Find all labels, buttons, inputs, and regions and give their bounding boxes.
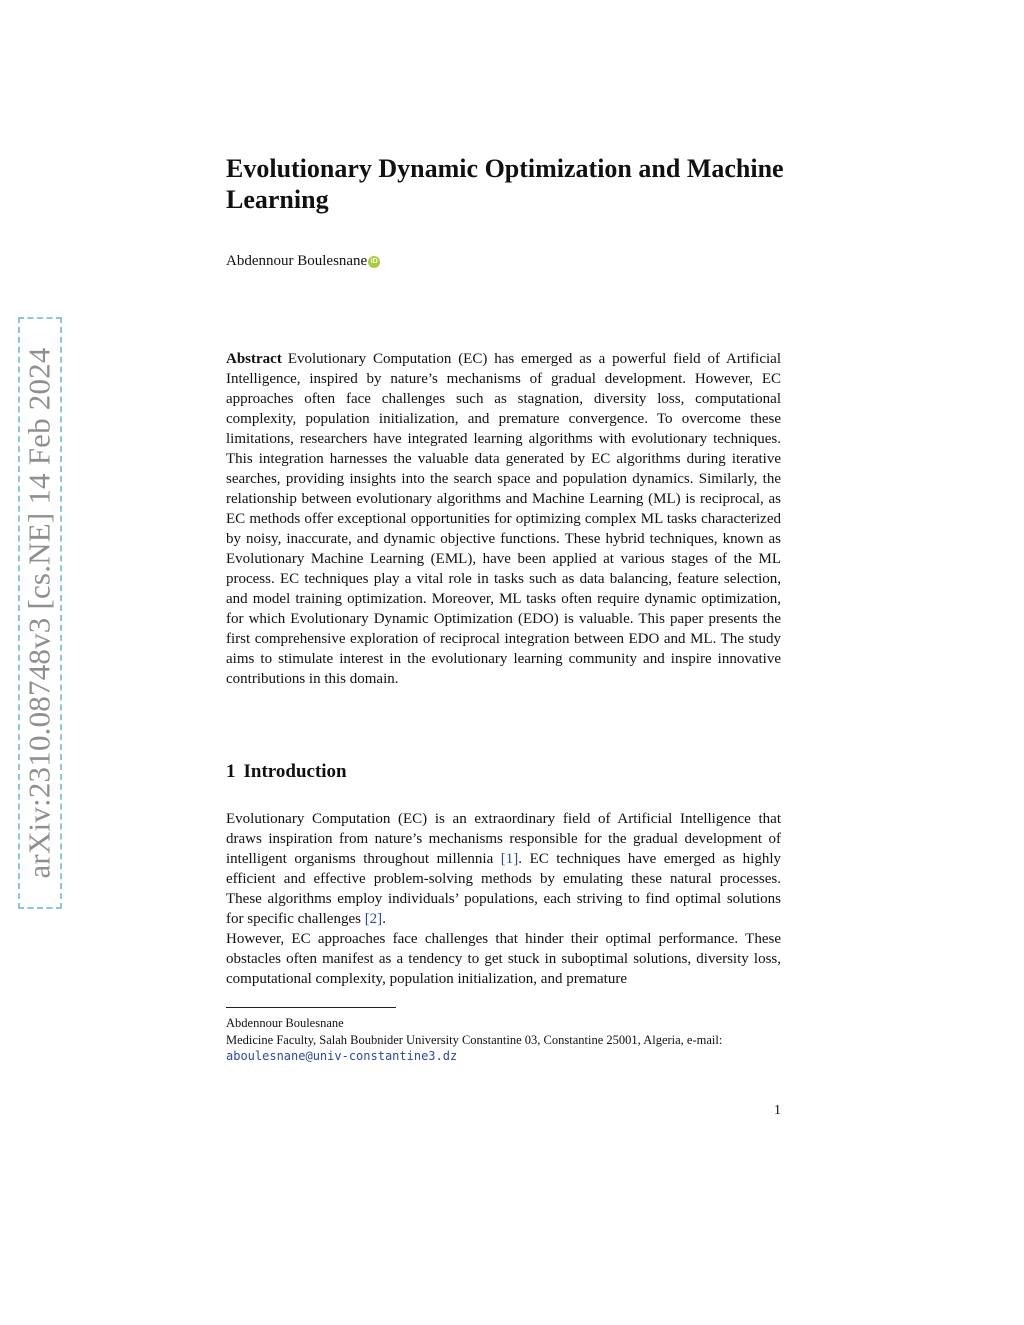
- intro-p1-text-c: .: [382, 911, 386, 927]
- footnote-divider: [226, 1007, 396, 1008]
- intro-paragraph-1: [226, 809, 781, 929]
- intro-p1-text-b: . EC techniques have emerged as highly efficient and effective problem-solving methods by emulating these natural processes. These algorithms employ individuals’ populations, each striving to find optimal solutions for specific challenges: [226, 851, 782, 927]
- footnote-affiliation: Medicine Faculty, Salah Boubnider University Constantine 03, Constantine 25001, Algeria, e-mail:: [226, 1032, 723, 1047]
- footnote-author: Abdennour Boulesnane: [226, 1016, 344, 1030]
- abstract: [226, 349, 781, 689]
- abstract-label: Abstract: [226, 351, 282, 367]
- section-number: 1: [226, 761, 236, 782]
- footnote: [226, 1015, 786, 1065]
- section-heading: [226, 760, 347, 784]
- intro-paragraph-2: However, EC approaches face challenges that hinder their optimal performance. These obstacles often manifest as a tendency to get stuck in suboptimal solutions, diversity loss, computational complexity, population initialization, and premature: [226, 931, 781, 987]
- orcid-icon[interactable]: iD: [368, 256, 380, 268]
- author-line: [226, 251, 380, 271]
- author-name: Abdennour Boulesnane: [226, 253, 368, 269]
- section-title: Introduction: [243, 761, 347, 782]
- citation-link-2[interactable]: [2]: [364, 911, 383, 927]
- arxiv-identifier: arXiv:2310.08748v3 [cs.NE] 14 Feb 2024: [22, 347, 57, 879]
- arxiv-stamp: [18, 317, 62, 909]
- citation-link-1[interactable]: [1]: [500, 851, 519, 867]
- paper-title: Evolutionary Dynamic Optimization and Machine Learning: [226, 154, 784, 214]
- intro-p1-text-a: Evolutionary Computation (EC) is an extraordinary field of Artificial Intelligence that draws inspiration from nature’s mechanisms responsible for the gradual development of intelligent organisms throughout millennia: [226, 811, 781, 867]
- email-link[interactable]: aboulesnane@univ-constantine3.dz: [226, 1049, 458, 1063]
- abstract-text: Evolutionary Computation (EC) has emerged as a powerful field of Artificial Intelligence, inspired by nature’s mechanisms of gradual development. However, EC approaches often face challenges such as stagnation, diversity loss, computational complexity, population initialization, and premature convergence. To overcome these limitations, researchers have integrated learning algorithms with evolutionary techniques. This integration harnesses the valuable data generated by EC algorithms during iterative searches, providing insights into the search space and population dynamics. Similarly, the relationship between evolutionary algorithms and Machine Learning (ML) is reciprocal, as EC methods offer exceptional opportunities for optimizing complex ML tasks characterized by noisy, inaccurate, and dynamic objective functions. These hybrid techniques, known as Evolutionary Machine Learning (EML), have been applied at various stages of the ML process. EC techniques play a vital role in tasks such as data balancing, feature selection, and model training optimization. Moreover, ML tasks often require dynamic optimization, for which Evolutionary Dynamic Optimization (EDO) is valuable. This paper presents the first comprehensive exploration of reciprocal integration between EDO and ML. The study aims to stimulate interest in the evolutionary learning community and inspire innovative contributions in this domain.: [226, 351, 781, 687]
- page-number: 1: [774, 1103, 781, 1118]
